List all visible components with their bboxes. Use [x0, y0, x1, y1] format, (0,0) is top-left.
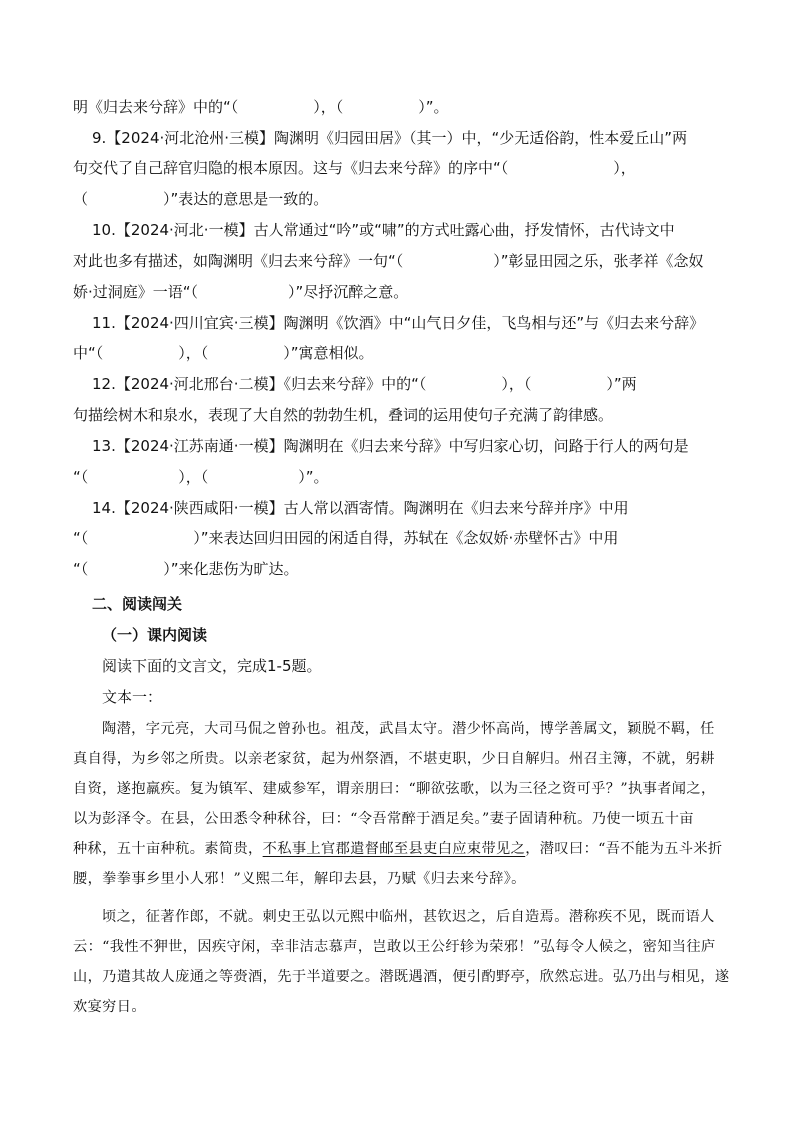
passage-line: 陶潜，字元亮，大司马侃之曾孙也。祖茂，武昌太守。潜少怀高尚，博学善属文，颖脱不羁，任 — [102, 721, 715, 737]
question-14-line-2: “（ ）”来表达回归田园的闲适自得，苏轼在《念奴娇·赤壁怀古》中用 — [73, 529, 619, 547]
passage-line: 云：“我性不狎世，因疾守闲，幸非洁志慕声，岂敢以王公纡轸为荣邪！”弘每令人候之，密知当往庐 — [73, 939, 716, 955]
passage-text: ，潜叹曰：“吾不能为五斗米折 — [525, 841, 723, 857]
passage-line: 顷之，征著作郎，不就。刺史王弘以元熙中临州，甚钦迟之，后自造焉。潜称疾不见，既而语人 — [102, 909, 715, 925]
question-9-line-1: 9.【2024·河北沧州·三模】陶渊明《归园田居》（其一）中，“少无适俗韵，性本爱丘山”两 — [92, 129, 688, 147]
question-14-line-3: “（ ）”来化悲伤为旷达。 — [73, 560, 299, 578]
passage-line: 真自得，为乡邻之所贵。以亲老家贫，起为州祭酒，不堪吏职，少日自解归。州召主簿，不就，躬耕 — [73, 751, 715, 767]
question-10-line-3: 娇·过洞庭》一语“（ ）”尽抒沉醉之意。 — [73, 283, 409, 301]
question-11-line-1: 11.【2024·四川宜宾·三模】陶渊明《饮酒》中“山气日夕佳，飞鸟相与还”与《归去来兮辞》 — [92, 314, 705, 332]
question-9-line-2: 句交代了自己辞官归隐的根本原因。这与《归去来兮辞》的序中“（ ）， — [73, 159, 636, 177]
question-13-line-1: 13.【2024·江苏南通·一模】陶渊明在《归去来兮辞》中写归家心切，问路于行人的两句是 — [92, 437, 689, 455]
underlined-sentence: 不私事上官郡遣督邮至县吏白应束带见之 — [262, 841, 526, 857]
question-12-line-1: 12.【2024·河北邢台·二模】《归去来兮辞》中的“（ ），（ ）”两 — [92, 375, 637, 393]
passage-line: 以为彭泽令。在县，公田悉令种秫谷，曰：“令吾常醉于酒足矣。”妻子固请种秔。乃使一顷五十亩 — [73, 811, 694, 827]
question-9-line-3: （ ）”表达的意思是一致的。 — [73, 190, 329, 208]
question-10-line-2: 对此也多有描述，如陶渊明《归去来兮辞》一句“（ ）”彰显田园之乐，张孝祥《念奴 — [73, 252, 704, 270]
question-13-line-2: “（ ），（ ）”。 — [73, 468, 329, 486]
intro-line: 明《归去来兮辞》中的“（ ），（ ）”。 — [73, 98, 449, 116]
question-11-line-2: 中“（ ），（ ）”寓意相似。 — [73, 344, 374, 362]
passage-line: 欢宴穷日。 — [73, 999, 146, 1015]
subsection-title: （一）课内阅读 — [102, 626, 208, 644]
instruction-text: 阅读下面的文言文，完成1-5题。 — [102, 657, 322, 675]
passage-text: 种秫，五十亩种秔。素简贵， — [73, 841, 263, 857]
question-14-line-1: 14.【2024·陕西咸阳·一模】古人常以酒寄情。陶渊明在《归去来兮辞并序》中用 — [92, 499, 629, 517]
section-title: 二、阅读闯关 — [92, 595, 183, 613]
passage-line-with-underline — [0, 838, 794, 860]
text-label: 文本一： — [102, 688, 163, 706]
passage-line: 自资，遂抱羸疾。复为镇军、建威参军，谓亲朋曰：“聊欲弦歌，以为三径之资可乎？”执事者闻之， — [73, 781, 716, 797]
question-10-line-1: 10.【2024·河北·一模】古人常通过“吟”或“啸”的方式吐露心曲，抒发情怀，古代诗文中 — [92, 221, 675, 239]
passage-line: 腰，拳拳事乡里小人邪！”义熙二年，解印去县，乃赋《归去来兮辞》。 — [73, 871, 526, 887]
passage-line: 山，乃遣其故人庞通之等赍酒，先于半道要之。潜既遇酒，便引酌野亭，欣然忘进。弘乃出与相见，遂 — [73, 969, 730, 985]
question-12-line-2: 句描绘树木和泉水，表现了大自然的勃勃生机，叠词的运用使句子充满了韵律感。 — [73, 406, 614, 424]
